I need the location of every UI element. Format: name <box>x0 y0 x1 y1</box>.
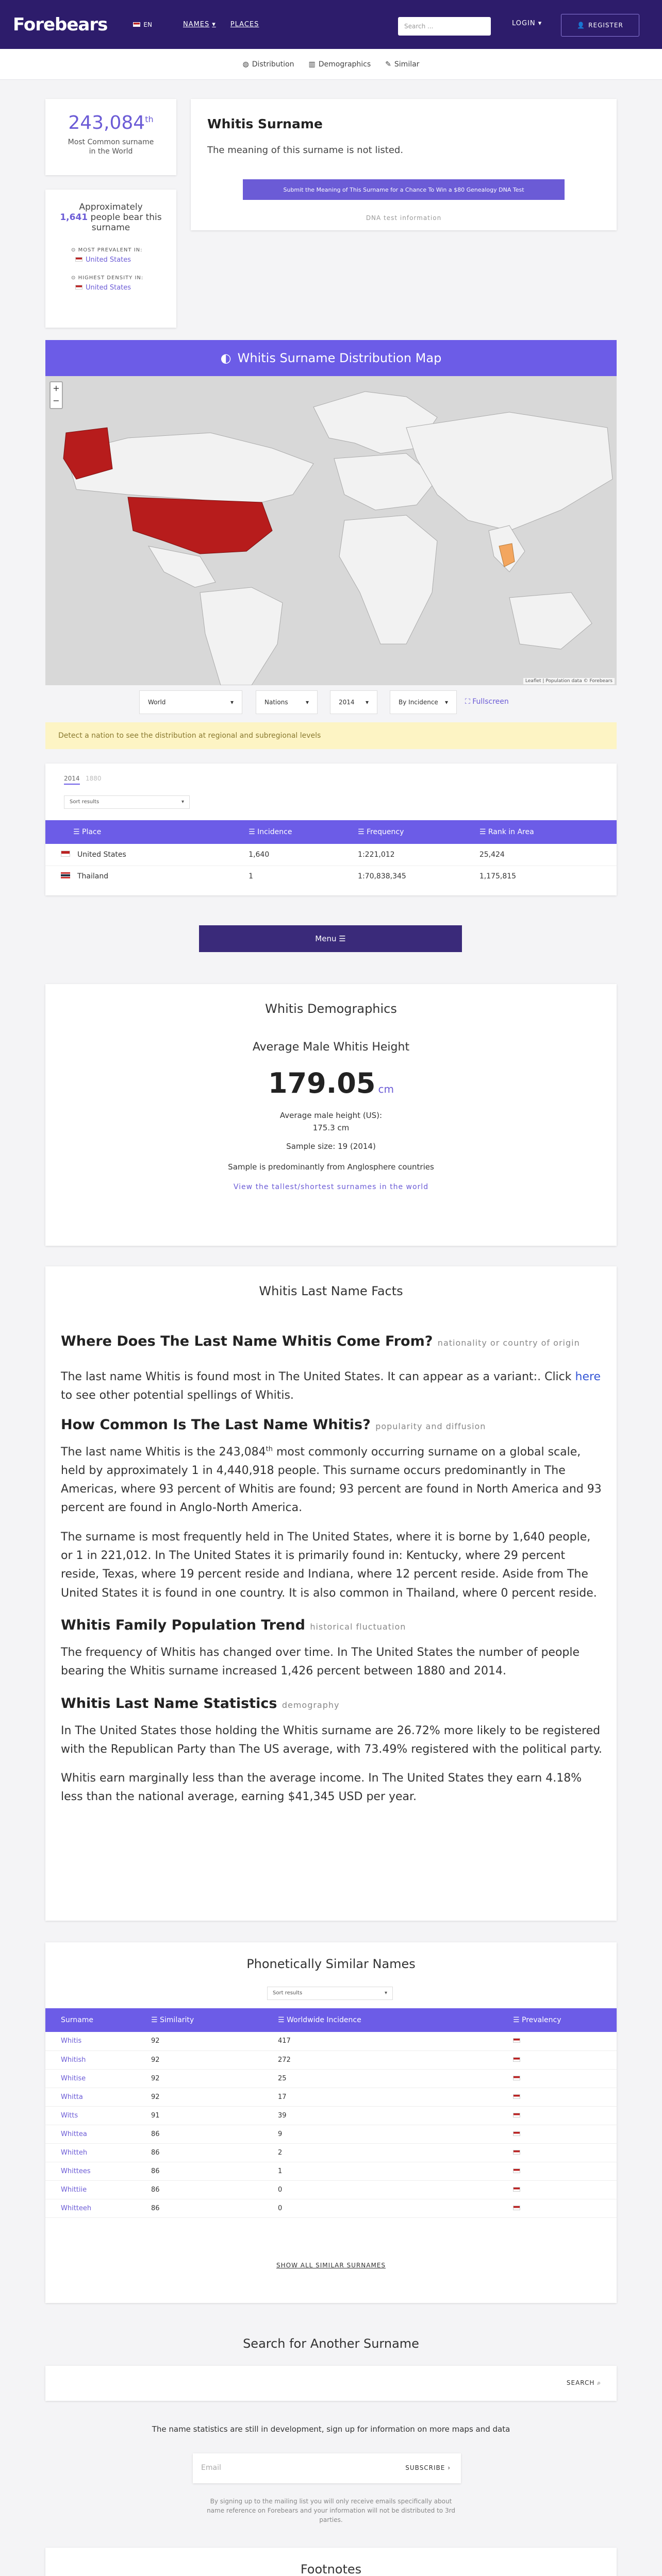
common-text-a: The last name Whitis is the 243,084 <box>61 1445 266 1459</box>
fullscreen-label: Fullscreen <box>472 698 509 706</box>
show-all-similar-link[interactable]: SHOW ALL SIMILAR SURNAMES <box>276 2262 386 2269</box>
fullscreen-button[interactable]: ⛶ Fullscreen <box>465 698 509 706</box>
table-sort-value: Sort results <box>70 799 100 805</box>
most-prevalent-label: ⊙ MOST PREVALENT IN: <box>71 247 143 253</box>
trend-heading-text: Whitis Family Population Trend <box>61 1617 305 1633</box>
similar-row <box>45 2162 617 2180</box>
height-number: 179.05 <box>268 1067 376 1099</box>
subscribe-label: SUBSCRIBE <box>405 2464 445 2471</box>
similar-prevalency <box>513 2032 617 2050</box>
rank-suffix: th <box>145 114 154 124</box>
most-prevalent-country: United States <box>86 256 131 264</box>
us-flag-icon <box>75 257 82 262</box>
similar-card <box>45 1942 617 2303</box>
col-rank[interactable]: ☰ Rank in Area <box>479 828 534 836</box>
common-heading <box>61 1417 602 1433</box>
email-signup <box>193 2453 461 2483</box>
origin-paragraph <box>61 1368 602 1405</box>
trend-paragraph: The frequency of Whitis has changed over time. In The United States the number of people bearing the Whitis surname increased 1,426 percent between 1880 and 2014. <box>61 1646 580 1678</box>
subscribe-button[interactable]: SUBSCRIBE › <box>405 2464 451 2471</box>
top-navbar <box>0 0 662 49</box>
footnotes-card <box>45 2548 617 2576</box>
similar-prevalency <box>513 2125 617 2143</box>
subnav-demographics-label: Demographics <box>318 60 371 69</box>
subnav-distribution-label: Distribution <box>252 60 294 69</box>
chevron-down-icon: ▾ <box>230 699 234 706</box>
year-select-value: 2014 <box>339 699 355 706</box>
col-worldwide[interactable]: ☰ Worldwide Incidence <box>278 2016 361 2024</box>
origin-text-a: The last name Whitis is found most in The United States. It can appear as a variant:. Click <box>61 1370 575 1383</box>
similar-header-row <box>45 2008 617 2032</box>
sample-size: Sample size: 19 (2014) <box>286 1142 376 1151</box>
us-height-value: 175.3 cm <box>312 1123 350 1132</box>
tab-1880[interactable]: 1880 <box>86 775 102 782</box>
nav-names[interactable] <box>183 21 216 28</box>
similar-rows <box>45 2032 617 2217</box>
similar-incidence: 272 <box>278 2056 291 2064</box>
table-row <box>45 844 617 866</box>
dna-test-link[interactable]: DNA test information <box>366 214 442 222</box>
similar-row <box>45 2069 617 2088</box>
menu-button[interactable]: Menu ☰ <box>199 925 462 952</box>
height-value <box>45 1067 617 1099</box>
cell-frequency: 1:221,012 <box>358 850 395 859</box>
search-title: Search for Another Surname <box>243 2336 419 2351</box>
col-similarity[interactable]: ☰ Similarity <box>151 2016 194 2024</box>
col-prevalency[interactable]: ☰ Prevalency <box>513 2016 561 2024</box>
similar-score: 92 <box>151 2056 160 2064</box>
similar-surname[interactable]: Whitise <box>61 2074 86 2082</box>
similar-row <box>45 2050 617 2069</box>
subnav-demographics[interactable] <box>308 60 371 69</box>
similar-surname[interactable]: Whittea <box>61 2130 87 2138</box>
demographics-card <box>45 984 617 1246</box>
similar-prevalency <box>513 2162 617 2180</box>
highest-density-label-text: HIGHEST DENSITY IN: <box>78 275 144 281</box>
place-name: United States <box>77 850 126 859</box>
facts-title: Whitis Last Name Facts <box>259 1284 403 1298</box>
chevron-down-icon: ▾ <box>181 799 184 805</box>
cell-frequency: 1:70,838,345 <box>358 872 406 881</box>
us-flag-icon <box>513 2094 520 2099</box>
stats-heading <box>61 1696 602 1711</box>
similar-score: 92 <box>151 2074 160 2082</box>
surname-title: Whitis Surname <box>207 116 323 131</box>
similar-surname[interactable]: Witts <box>61 2111 78 2120</box>
cell-incidence: 1 <box>249 872 254 881</box>
similar-prevalency <box>513 2088 617 2106</box>
variants-link[interactable]: here <box>575 1370 601 1383</box>
us-flag-icon <box>513 2206 520 2210</box>
similar-score: 86 <box>151 2148 160 2157</box>
col-surname[interactable]: Surname <box>61 2016 93 2024</box>
similar-row <box>45 2106 617 2125</box>
similar-row <box>45 2180 617 2199</box>
zoom-out-button[interactable]: − <box>53 396 60 405</box>
similar-prevalency <box>513 2199 617 2217</box>
chevron-down-icon: ▾ <box>384 1990 387 1996</box>
table-header-row <box>45 820 617 844</box>
page-subnav <box>0 49 662 80</box>
similar-surname[interactable]: Whitteh <box>61 2148 88 2157</box>
us-height-label: Average male height (US): <box>279 1111 383 1120</box>
login-button[interactable]: LOGIN ▾ <box>512 20 542 27</box>
similar-score: 91 <box>151 2111 160 2120</box>
language-label: EN <box>143 21 152 28</box>
common-suffix: th <box>266 1445 273 1453</box>
col-prevalency-label: Prevalency <box>522 2016 561 2024</box>
highest-density-country: United States <box>86 284 131 292</box>
rank-card <box>45 99 176 175</box>
cell-incidence: 1,640 <box>249 850 270 859</box>
region-select[interactable] <box>139 690 242 714</box>
rank-label: Most Common surname in the World <box>68 138 154 156</box>
prevalence-paragraph: The surname is most frequently held in The United States, where it is borne by 1,640 people, or 1 in 221,012. In The United States it is primarily found in: Kentucky, where 29 percent reside, Texas, where 19 percent reside and Indiana, where 12 percent reside. Aside from The United States it is found in one country. It is also common in Thailand, where 0 percent reside. <box>61 1530 597 1600</box>
similar-incidence: 25 <box>278 2074 287 2082</box>
year-select[interactable] <box>330 690 377 714</box>
tallest-link[interactable]: View the tallest/shortest surnames in the world <box>233 1183 429 1191</box>
meaning-card <box>191 99 617 230</box>
map-header <box>45 340 617 376</box>
demographics-title: Whitis Demographics <box>265 1002 397 1016</box>
subnav-similar-label: Similar <box>394 60 420 69</box>
similar-surname[interactable]: Whittiie <box>61 2185 87 2194</box>
search-icon: ⌕ <box>597 2379 601 2386</box>
world-rank <box>45 112 176 133</box>
origin-heading-text: Where Does The Last Name Whitis Come From? <box>61 1333 433 1349</box>
us-flag-icon <box>513 2113 520 2117</box>
metric-select-value: By Incidence <box>399 699 438 706</box>
highest-density-label: ⊙ HIGHEST DENSITY IN: <box>71 275 144 281</box>
subnav-distribution[interactable] <box>243 60 294 69</box>
world-map-svg <box>45 376 617 685</box>
signup-text: The name statistics are still in development, sign up for information on more maps and data <box>152 2425 510 2434</box>
col-worldwide-label: Worldwide Incidence <box>287 2016 361 2024</box>
facts-body <box>61 1333 602 1807</box>
search-button[interactable] <box>567 2379 601 2387</box>
origin-subheading: nationality or country of origin <box>437 1338 580 1348</box>
similar-prevalency <box>513 2143 617 2162</box>
metric-select[interactable] <box>390 690 457 714</box>
map-zoom-controls <box>49 381 63 409</box>
bearers-count: 1,641 <box>60 212 88 223</box>
us-flag-icon <box>133 22 140 27</box>
us-flag-icon <box>75 285 82 290</box>
stats-subheading: demography <box>282 1700 340 1710</box>
bearers-suffix: people bear this surname <box>90 212 162 233</box>
similar-score: 86 <box>151 2204 160 2212</box>
level-select-value: Nations <box>264 699 288 706</box>
trend-subheading: historical fluctuation <box>310 1621 406 1632</box>
bearers-prefix: Approximately <box>79 202 143 212</box>
cell-rank: 25,424 <box>479 850 505 859</box>
similar-prevalency <box>513 2106 617 2125</box>
subnav-similar[interactable] <box>385 60 419 69</box>
similar-score: 86 <box>151 2130 160 2138</box>
nav-names-label: NAMES <box>183 21 210 28</box>
col-rank-label: Rank in Area <box>488 828 534 836</box>
globe-icon: ◐ <box>220 351 231 365</box>
income-paragraph: Whitis earn marginally less than the average income. In The United States they earn 4.18% less than the national average, earning $41,345 USD per year. <box>61 1772 582 1804</box>
register-button[interactable] <box>561 14 639 37</box>
trend-heading <box>61 1617 602 1633</box>
similar-score: 92 <box>151 2037 160 2045</box>
region-select-value: World <box>148 699 166 706</box>
meaning-text: The meaning of this surname is not listed. <box>207 145 404 156</box>
similar-prevalency <box>513 2050 617 2069</box>
cell-place[interactable] <box>45 866 249 887</box>
chevron-down-icon: ▾ <box>365 699 369 706</box>
user-icon: 👤 <box>577 22 586 29</box>
col-frequency-label: Frequency <box>367 828 404 836</box>
tab-2014[interactable]: 2014 <box>64 775 80 785</box>
us-flag-icon <box>513 2057 520 2062</box>
similar-incidence: 39 <box>278 2111 287 2120</box>
similar-row <box>45 2143 617 2162</box>
height-unit: cm <box>378 1083 394 1095</box>
similar-incidence: 9 <box>278 2130 283 2138</box>
us-flag-icon <box>513 2076 520 2080</box>
us-flag-icon <box>513 2038 520 2043</box>
cell-rank: 1,175,815 <box>479 872 517 881</box>
header-search-input[interactable]: Search ... <box>398 17 491 36</box>
nav-places-label: PLACES <box>230 21 259 28</box>
zoom-in-button[interactable]: + <box>53 383 60 393</box>
chevron-down-icon: ▾ <box>305 699 309 706</box>
language-selector[interactable] <box>133 21 152 28</box>
similar-surname[interactable]: Whitteeh <box>61 2204 92 2212</box>
chevron-down-icon: ▾ <box>212 21 216 28</box>
similar-surname[interactable]: Whittees <box>61 2167 91 2175</box>
height-subtitle: Average Male Whitis Height <box>252 1041 410 1054</box>
submit-meaning-button[interactable]: Submit the Meaning of This Surname for a Chance To Win a $80 Genealogy DNA Test <box>243 179 565 200</box>
similar-surname[interactable]: Whitish <box>61 2056 86 2064</box>
pencil-icon: ✎ <box>385 60 391 69</box>
similar-title: Phonetically Similar Names <box>246 1957 416 1971</box>
similar-sort-select[interactable] <box>267 1987 393 2000</box>
us-flag-icon <box>513 2150 520 2155</box>
most-prevalent-value[interactable] <box>75 256 176 264</box>
surname-search-bar[interactable] <box>45 2366 617 2401</box>
similar-row <box>45 2125 617 2143</box>
bearers-card <box>45 190 176 328</box>
nav-places[interactable] <box>230 21 259 28</box>
col-place[interactable]: ☰ Place <box>73 828 102 836</box>
table-row <box>45 866 617 887</box>
common-paragraph <box>61 1443 602 1518</box>
us-flag-icon <box>61 851 70 857</box>
map-notice: Detect a nation to see the distribution at regional and subregional levels <box>45 722 617 749</box>
common-heading-text: How Common Is The Last Name Whitis? <box>61 1416 371 1433</box>
similar-row <box>45 2088 617 2106</box>
col-incidence[interactable]: ☰ Incidence <box>249 828 292 836</box>
similar-incidence: 0 <box>278 2185 283 2194</box>
table-sort-select[interactable] <box>64 795 190 809</box>
email-input[interactable]: Email <box>201 2464 221 2472</box>
similar-score: 92 <box>151 2093 160 2101</box>
signup-note: By signing up to the mailing list you will only receive emails specifically about name reference on Forebears and your information will not be distributed to 3rd parties. <box>207 2498 455 2523</box>
register-label: REGISTER <box>588 22 623 29</box>
common-text-b: most commonly occurring surname on a global scale, held by approximately 1 in 4,440,918 people. This surname occurs predominantly in The Americas, where 93 percent of Whitis are found; 93 percent are found in North America and 93 percent are found in Anglo-North America. <box>61 1445 602 1515</box>
similar-surname[interactable]: Whitta <box>61 2093 83 2101</box>
globe-icon: ◍ <box>242 60 249 69</box>
level-select[interactable] <box>256 690 318 714</box>
similar-row <box>45 2032 617 2050</box>
map-attribution: Leaflet | Population data © Forebears <box>523 678 615 684</box>
similar-row <box>45 2199 617 2217</box>
search-button-label: SEARCH <box>566 2379 595 2386</box>
bar-chart-icon: ▥ <box>308 60 316 69</box>
login-label: LOGIN <box>512 20 536 27</box>
site-logo[interactable]: Forebears <box>13 14 108 35</box>
common-subheading: popularity and diffusion <box>375 1421 486 1431</box>
map-title: Whitis Surname Distribution Map <box>237 351 442 365</box>
similar-incidence: 417 <box>278 2037 291 2045</box>
origin-heading <box>61 1333 602 1349</box>
chevron-down-icon: ▾ <box>444 699 448 706</box>
similar-prevalency <box>513 2069 617 2088</box>
similar-score: 86 <box>151 2185 160 2194</box>
similar-incidence: 1 <box>278 2167 283 2175</box>
similar-surname[interactable]: Whitis <box>61 2037 82 2045</box>
footnotes-title: Footnotes <box>300 2562 362 2576</box>
col-similarity-label: Similarity <box>160 2016 194 2024</box>
similar-prevalency <box>513 2180 617 2199</box>
cell-place[interactable] <box>45 844 249 866</box>
stats-heading-text: Whitis Last Name Statistics <box>61 1695 277 1711</box>
col-place-label: Place <box>82 828 102 836</box>
distribution-table-card <box>45 764 617 895</box>
year-tabs <box>64 775 102 782</box>
place-name: Thailand <box>77 872 109 881</box>
similar-table <box>45 2008 617 2218</box>
rank-number: 243,084 <box>68 112 145 133</box>
thailand-flag-icon <box>61 872 70 878</box>
most-prevalent-label-text: MOST PREVALENT IN: <box>78 247 143 253</box>
col-incidence-label: Incidence <box>257 828 292 836</box>
highest-density-value[interactable] <box>75 284 176 292</box>
sample-note: Sample is predominantly from Anglosphere countries <box>228 1162 434 1172</box>
similar-incidence: 2 <box>278 2148 283 2157</box>
col-frequency[interactable]: ☰ Frequency <box>358 828 404 836</box>
us-flag-icon <box>513 2187 520 2192</box>
similar-sort-value: Sort results <box>273 1990 303 1996</box>
facts-card <box>45 1266 617 1921</box>
us-flag-icon <box>513 2168 520 2173</box>
bearers-line <box>45 212 176 233</box>
distribution-map[interactable] <box>45 376 617 685</box>
distribution-table <box>45 820 617 887</box>
origin-text-b: to see other potential spellings of Whitis. <box>61 1389 294 1402</box>
similar-incidence: 17 <box>278 2093 287 2101</box>
similar-score: 86 <box>151 2167 160 2175</box>
politics-paragraph: In The United States those holding the Whitis surname are 26.72% more likely to be registered with the Republican Party than The US average, with 73.49% registered with the political party. <box>61 1724 602 1756</box>
similar-incidence: 0 <box>278 2204 283 2212</box>
us-flag-icon <box>513 2131 520 2136</box>
